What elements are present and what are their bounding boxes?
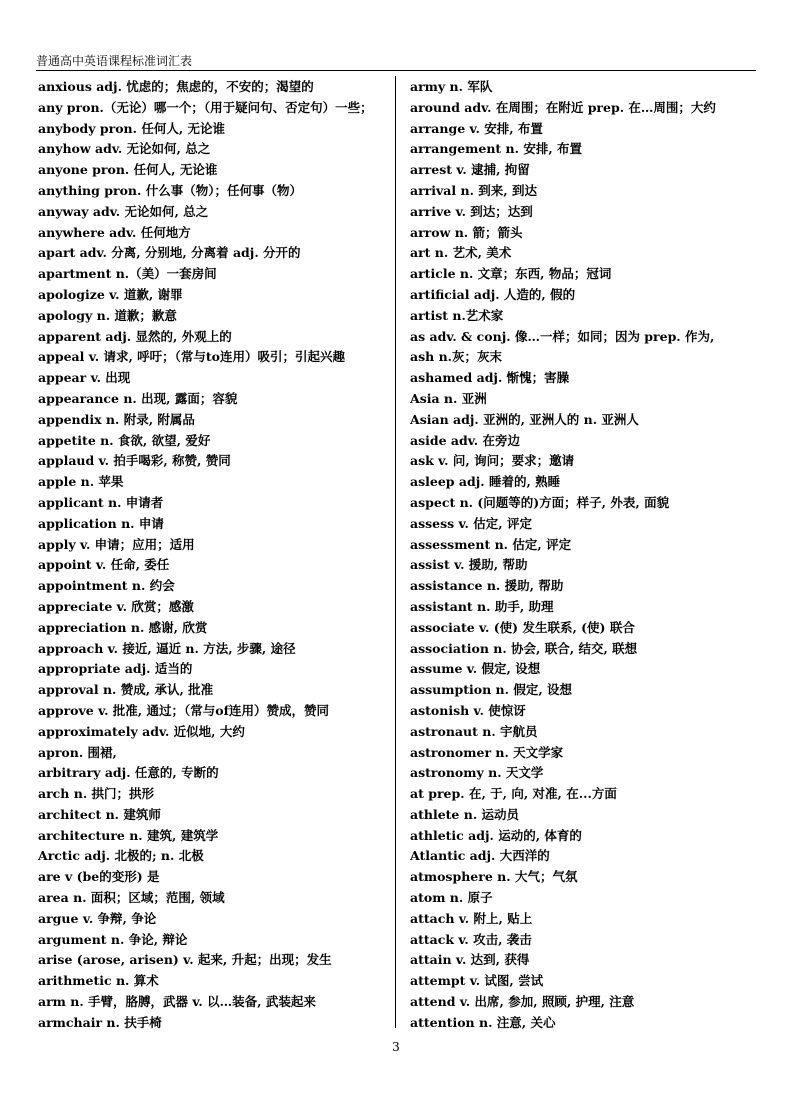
vocab-entry: apology n. 道歉；歉意 [38,307,177,323]
vocab-entry: appeal v. 请求, 呼吁；（常与to连用）吸引；引起兴趣 [38,349,346,365]
vocab-entry: architect n. 建筑师 [38,806,161,822]
vocab-entry: area n. 面积；区域；范围, 领域 [38,890,225,906]
vocab-entry: astronaut n. 宇航员 [410,723,538,739]
vocab-entry: arrest v. 逮捕, 拘留 [410,162,530,178]
left-column [38,77,394,1034]
header-rule [36,70,756,71]
vocab-entry: arbitrary adj. 任意的, 专断的 [38,765,219,781]
vocab-entry: apple n. 苹果 [38,474,124,490]
column-divider [395,76,396,1028]
vocab-entry: are v (be的变形) 是 [38,869,160,885]
vocab-entry: argument n. 争论, 辩论 [38,931,188,947]
vocab-entry: arrive v. 到达；达到 [410,203,533,219]
vocab-entry: approximately adv. 近似地, 大约 [38,723,245,739]
vocab-entry: Atlantic adj. 大西洋的 [410,848,550,864]
vocab-entry: approach v. 接近, 逼近 n. 方法, 步骤, 途径 [38,640,296,656]
vocab-entry: anybody pron. 任何人, 无论谁 [38,120,226,136]
vocab-entry: arm n. 手臂，胳膊，武器 v. 以…装备, 武装起来 [38,994,316,1010]
vocab-entry: assume v. 假定, 设想 [410,661,541,677]
vocab-entry: aside adv. 在旁边 [410,432,520,448]
vocab-entry: apparent adj. 显然的, 外观上的 [38,328,232,344]
vocab-entry: apartment n.（美）一套房间 [38,266,217,282]
vocab-entry: article n. 文章；东西, 物品；冠词 [410,266,612,282]
vocab-entry: art n. 艺术, 美术 [410,245,512,261]
vocab-entry: arise (arose, arisen) v. 起来, 升起；出现；发生 [38,952,332,968]
vocab-entry: appointment n. 约会 [38,578,175,594]
vocab-entry: as adv. & conj. 像…一样；如同；因为 prep. 作为, [410,328,715,344]
vocab-entry: at prep. 在, 于, 向, 对准, 在...方面 [410,786,617,802]
vocab-entry: applicant n. 申请者 [38,494,164,510]
vocab-entry: apply v. 申请；应用；适用 [38,536,195,552]
vocab-entry: attack v. 攻击, 袭击 [410,931,532,947]
vocab-entry: artificial adj. 人造的, 假的 [410,286,576,302]
vocab-entry: arrow n. 箭；箭头 [410,224,523,240]
vocab-entry: associate v. (使) 发生联系, (使) 联合 [410,619,635,635]
vocab-entry: anyhow adv. 无论如何, 总之 [38,141,211,157]
vocab-entry: anywhere adv. 任何地方 [38,224,191,240]
vocab-entry: attempt v. 试图, 尝试 [410,973,544,989]
vocab-entry: arrival n. 到来, 到达 [410,182,537,198]
right-column [410,77,756,1034]
vocab-entry: arrange v. 安排, 布置 [410,120,543,136]
vocab-entry: ashamed adj. 惭愧；害臊 [410,370,570,386]
vocab-entry: arch n. 拱门；拱形 [38,786,155,802]
vocab-entry: appreciate v. 欣赏；感激 [38,598,194,614]
vocab-entry: appearance n. 出现, 露面；容貌 [38,390,238,406]
vocab-entry: appendix n. 附录, 附属品 [38,411,195,427]
vocab-entry: ash n.灰；灰末 [410,349,503,365]
vocab-entry: asleep adj. 睡着的, 熟睡 [410,474,561,490]
vocab-entry: any pron.（无论）哪一个；（用于疑问句、否定句）一些； [38,99,373,115]
vocab-entry: assistant n. 助手, 助理 [410,598,554,614]
vocab-entry: assist v. 援助, 帮助 [410,557,528,573]
vocab-entry: architecture n. 建筑, 建筑学 [38,827,219,843]
vocab-entry: army n. 军队 [410,79,493,94]
vocab-entry: attend v. 出席, 参加, 照顾, 护理, 注意 [410,994,635,1010]
vocab-entry: around adv. 在周围；在附近 prep. 在…周围；大约 [410,99,716,115]
vocab-entry: assumption n. 假定, 设想 [410,682,573,698]
vocab-entry: Asian adj. 亚洲的, 亚洲人的 n. 亚洲人 [410,411,639,427]
vocab-entry: atmosphere n. 大气；气氛 [410,869,578,885]
vocab-entry: anything pron. 什么事（物）；任何事（物） [38,182,302,198]
vocab-entry: association n. 协会, 联合, 结交, 联想 [410,640,638,656]
page-header-title: 普通高中英语课程标准词汇表 [36,54,193,68]
vocab-entry: anyway adv. 无论如何, 总之 [38,203,209,219]
vocab-entry: appreciation n. 感谢, 欣赏 [38,619,208,635]
vocab-entry: appoint v. 任命, 委任 [38,557,170,573]
vocab-entry: atom n. 原子 [410,890,493,906]
page-number: 3 [392,1040,400,1054]
vocab-entry: anxious adj. 忧虑的；焦虑的，不安的；渴望的 [38,79,314,94]
vocab-entry: astronomy n. 天文学 [410,765,544,781]
vocab-entry: astronomer n. 天文学家 [410,744,564,760]
vocab-entry: applaud v. 拍手喝彩, 称赞, 赞同 [38,453,231,469]
vocab-entry: attention n. 注意, 关心 [410,1014,556,1030]
vocab-entry: assistance n. 援助, 帮助 [410,578,564,594]
vocab-entry: arithmetic n. 算术 [38,973,159,989]
vocab-entry: athletic adj. 运动的, 体育的 [410,827,582,843]
vocab-entry: approval n. 赞成, 承认, 批准 [38,682,214,698]
vocab-entry: argue v. 争辩, 争论 [38,910,157,926]
vocab-entry: apologize v. 道歉, 谢罪 [38,286,183,302]
vocab-entry: astonish v. 使惊讶 [410,702,526,718]
vocab-entry: artist n.艺术家 [410,307,504,323]
vocab-entry: application n. 申请 [38,515,164,531]
vocab-entry: aspect n. (问题等的)方面；样子, 外表, 面貌 [410,494,670,510]
vocab-entry: appear v. 出现 [38,370,131,386]
vocab-entry: assess v. 估定, 评定 [410,515,532,531]
vocab-entry: athlete n. 运动员 [410,806,520,822]
vocab-entry: appropriate adj. 适当的 [38,661,193,677]
vocab-entry: attain v. 达到, 获得 [410,952,530,968]
vocab-entry: apron. 围裙, [38,744,117,760]
vocab-entry: assessment n. 估定, 评定 [410,536,572,552]
vocab-entry: approve v. 批准, 通过；（常与of连用）赞成，赞同 [38,702,329,718]
vocab-entry: armchair n. 扶手椅 [38,1014,162,1030]
vocab-entry: Arctic adj. 北极的; n. 北极 [38,848,204,864]
vocab-entry: Asia n. 亚洲 [410,390,487,406]
vocab-entry: attach v. 附上, 贴上 [410,910,533,926]
vocab-entry: appetite n. 食欲, 欲望, 爱好 [38,432,211,448]
vocab-entry: arrangement n. 安排, 布置 [410,141,583,157]
vocab-entry: anyone pron. 任何人, 无论谁 [38,162,218,178]
vocab-entry: ask v. 问, 询问；要求；邀请 [410,453,575,469]
vocab-entry: apart adv. 分离, 分别地, 分离着 adj. 分开的 [38,245,301,261]
